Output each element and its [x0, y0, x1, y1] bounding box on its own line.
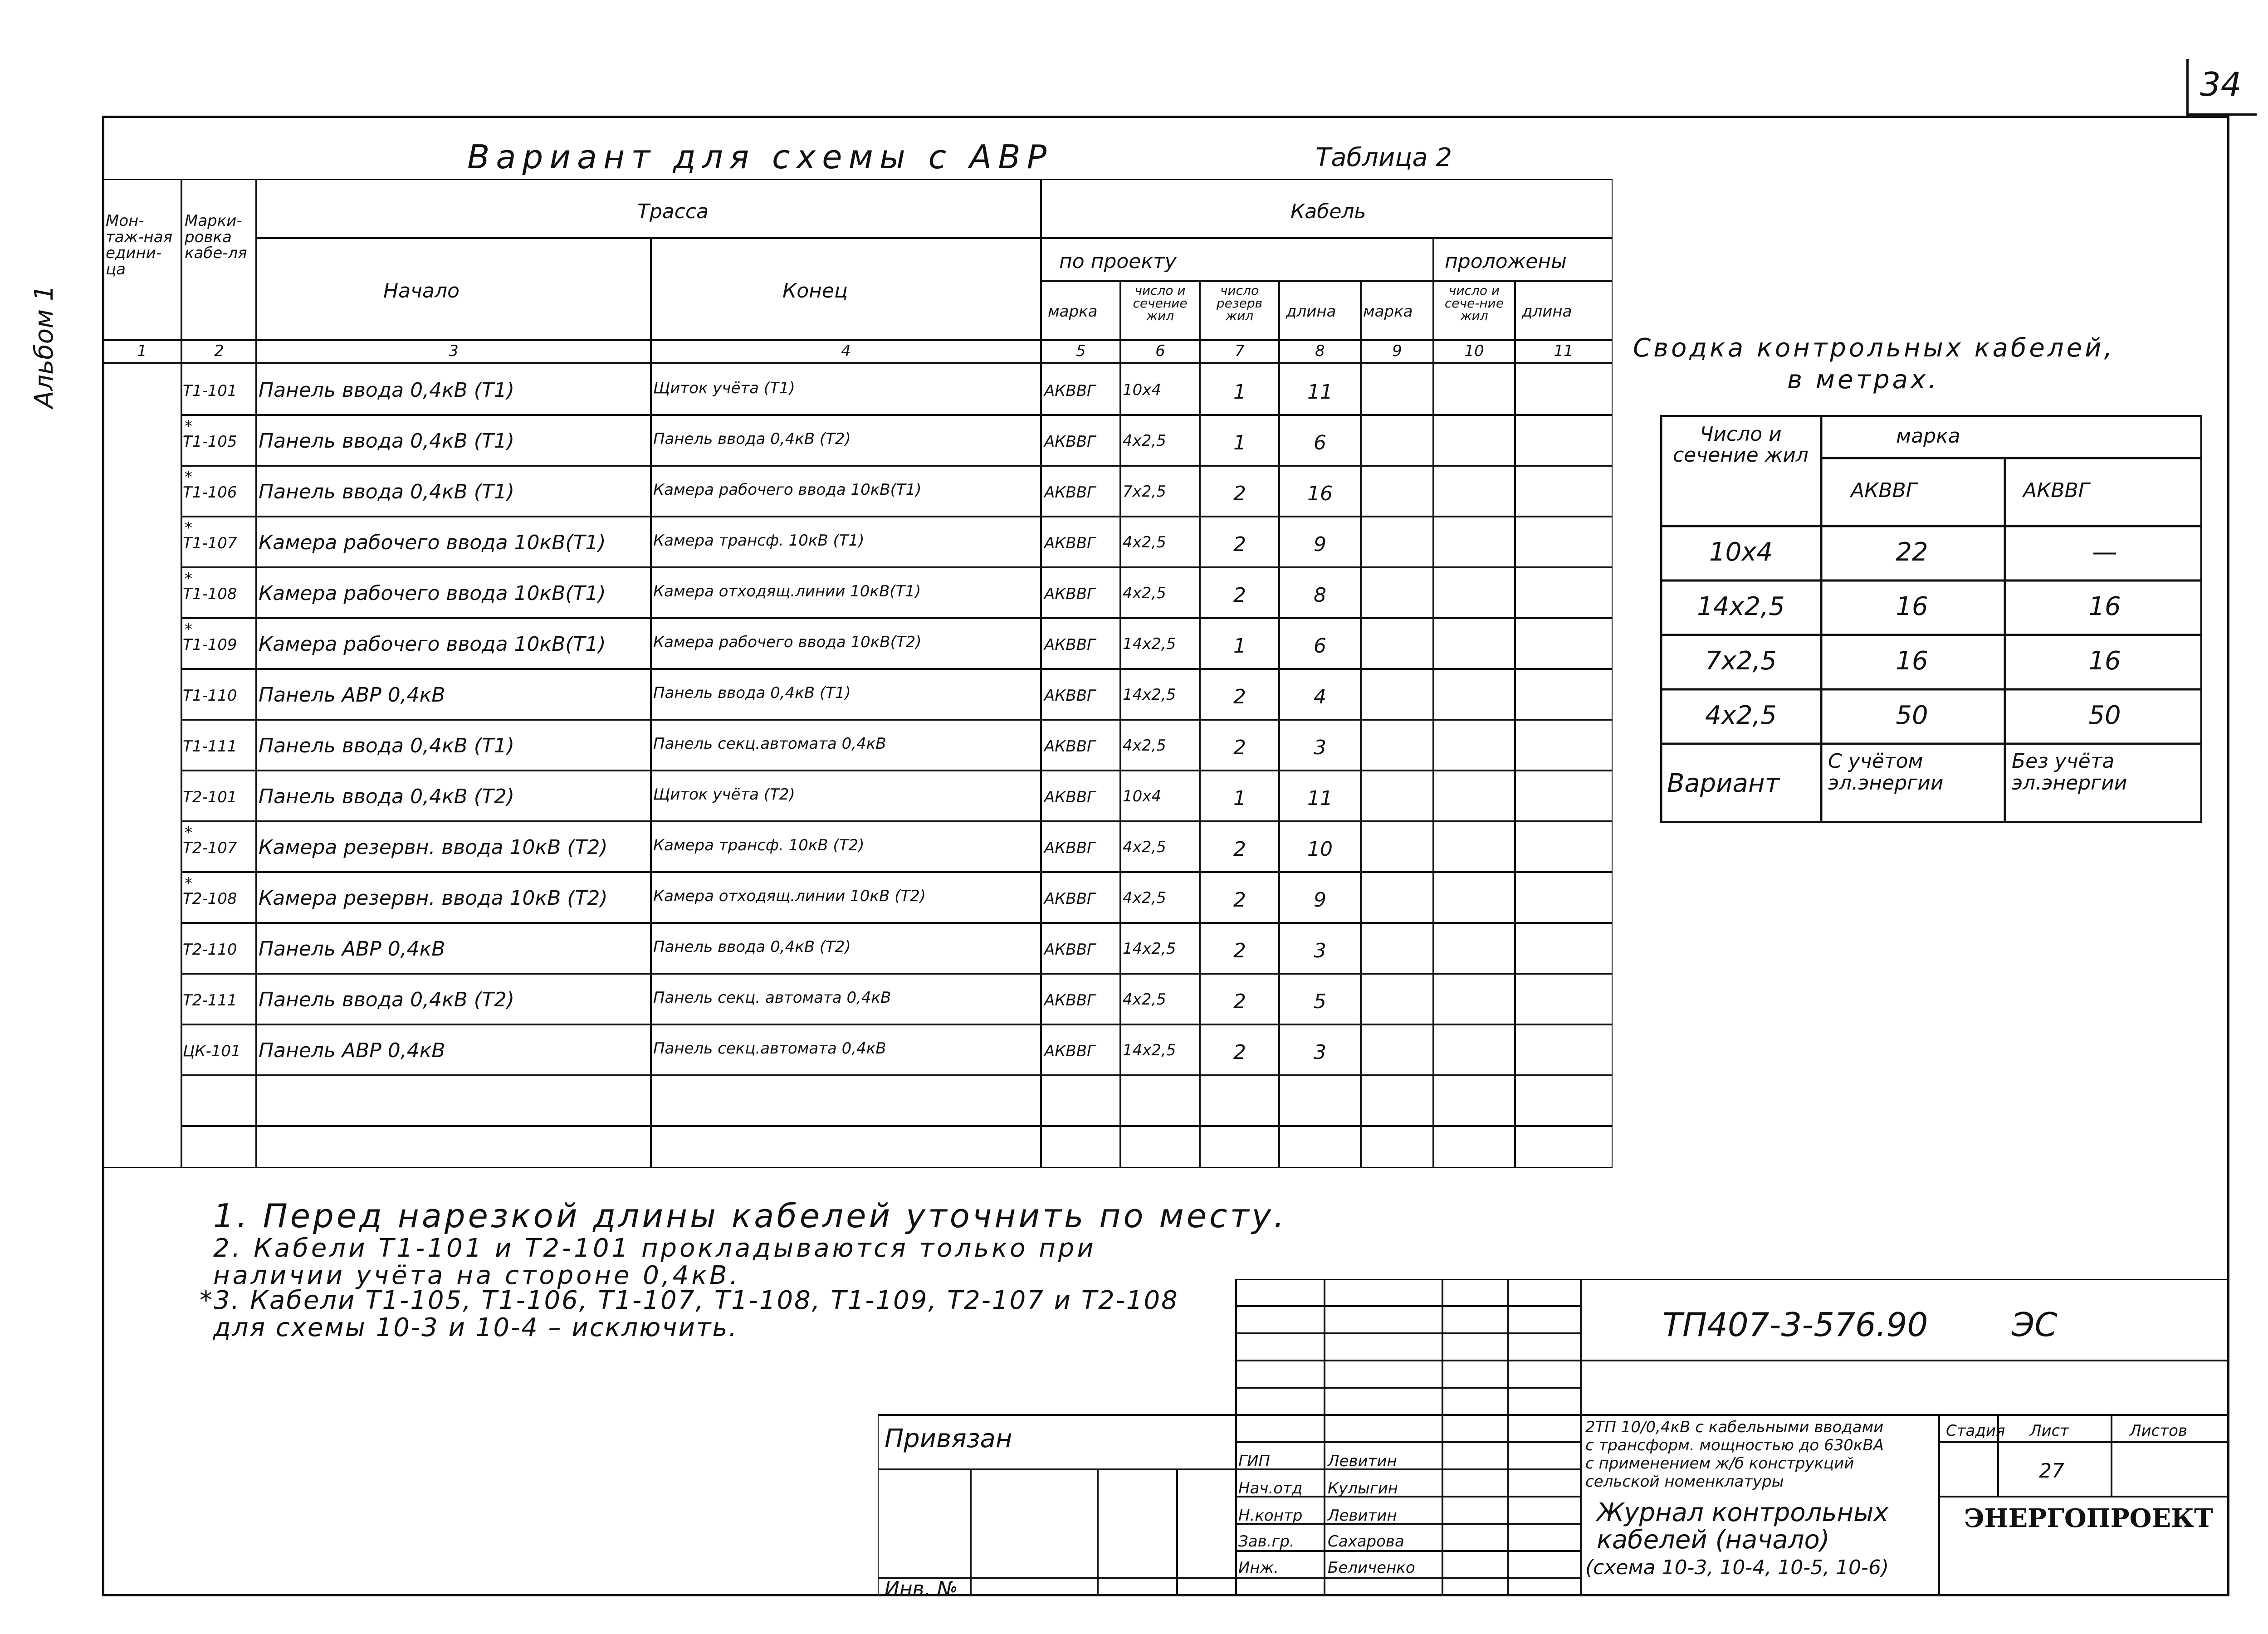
row-end: Панель секц. автомата 0,4кВ: [653, 989, 891, 1007]
row-end: Камера трансф. 10кВ (Т2): [653, 836, 865, 854]
row-length: 9: [1314, 533, 1326, 556]
row-brand: АКВВГ: [1044, 991, 1095, 1010]
header-cores2: число и сече-ние жил: [1444, 283, 1504, 323]
row-start: Панель ввода 0,4кВ (Т2): [259, 785, 515, 808]
row-end: Панель секц.автомата 0,4кВ: [653, 735, 886, 753]
row-brand: АКВВГ: [1044, 1042, 1095, 1060]
summary-value-b: —: [2092, 537, 2117, 567]
header-start: Начало: [383, 279, 460, 302]
col-num: 10: [1464, 342, 1484, 360]
header-cable: Кабель: [1290, 200, 1366, 223]
header-cores: число и сечение жил: [1133, 283, 1188, 323]
col-num: 3: [449, 342, 459, 360]
bound-label: Привязан: [885, 1424, 1012, 1454]
row-mark: Т2-108: [183, 890, 237, 908]
row-cores: 7х2,5: [1123, 483, 1166, 501]
col-num: 5: [1076, 342, 1086, 360]
header-marking: Марки-ровка кабе-ля: [185, 212, 247, 263]
row-start: Панель АВР 0,4кВ: [259, 937, 445, 961]
summary-value-a: 50: [1896, 701, 1928, 730]
summary-title-line1: Сводка контрольных кабелей,: [1633, 333, 2115, 363]
row-reserve: 1: [1233, 634, 1246, 658]
col-num: 4: [841, 342, 851, 360]
row-mark: Т1-106: [183, 483, 237, 502]
sheets-count: 27: [2039, 1459, 2064, 1483]
stamp-role: Н.контр: [1238, 1507, 1303, 1525]
row-brand: АКВВГ: [1044, 941, 1095, 959]
row-reserve: 2: [1233, 838, 1246, 861]
row-end: Панель секц.автомата 0,4кВ: [653, 1039, 886, 1058]
row-start: Панель ввода 0,4кВ (Т1): [259, 429, 515, 453]
row-start: Камера рабочего ввода 10кВ(Т1): [259, 531, 606, 554]
row-mark: Т1-109: [183, 636, 237, 654]
row-length: 6: [1314, 431, 1326, 454]
row-reserve: 2: [1233, 1041, 1246, 1064]
row-start: Панель ввода 0,4кВ (Т1): [259, 734, 515, 757]
project-desc-1: 2ТП 10/0,4кВ с кабельными вводами: [1585, 1418, 1884, 1436]
row-length: 6: [1314, 634, 1326, 658]
row-brand: АКВВГ: [1044, 483, 1095, 502]
header-length: длина: [1286, 302, 1336, 321]
summary-cores: 4х2,5: [1705, 701, 1777, 730]
row-cores: 14х2,5: [1123, 940, 1176, 958]
note-2b: наличии учёта на стороне 0,4кВ.: [213, 1261, 741, 1290]
header-reserve: число резерв жил: [1216, 283, 1263, 323]
summary-variant-label: Вариант: [1667, 769, 1780, 798]
header-end: Конец: [782, 279, 848, 302]
col-num: 8: [1315, 342, 1325, 360]
row-mark: Т2-111: [183, 991, 237, 1010]
col-num: 1: [137, 342, 147, 360]
header-length2: длина: [1522, 302, 1572, 321]
row-start: Камера рабочего ввода 10кВ(Т1): [259, 582, 606, 605]
main-table: [102, 179, 1613, 1168]
summary-title-line2: в метрах.: [1787, 365, 1939, 395]
row-mark: ЦК-101: [183, 1042, 241, 1060]
stage-label: Стадия: [1946, 1422, 2005, 1440]
title-block: [878, 1279, 2229, 1600]
row-end: Щиток учёта (Т1): [653, 379, 795, 397]
col-num: 9: [1392, 342, 1402, 360]
project-desc-4: сельской номенклатуры: [1585, 1473, 1784, 1491]
summary-value-a: 22: [1896, 537, 1928, 567]
row-mark: Т2-101: [183, 788, 237, 806]
row-length: 11: [1307, 380, 1333, 404]
project-desc-2: с трансформ. мощностью до 630кВА: [1585, 1436, 1884, 1454]
row-mark: Т1-110: [183, 687, 237, 705]
row-cores: 4х2,5: [1123, 889, 1166, 907]
col-num: 11: [1554, 342, 1574, 360]
row-start: Камера резервн. ввода 10кВ (Т2): [259, 887, 608, 910]
row-brand: АКВВГ: [1044, 636, 1095, 654]
row-star: *: [185, 519, 192, 537]
row-end: Щиток учёта (Т2): [653, 785, 795, 804]
row-start: Панель АВР 0,4кВ: [259, 683, 445, 707]
row-end: Камера рабочего ввода 10кВ(Т1): [653, 481, 922, 499]
stamp-name: Сахарова: [1328, 1532, 1404, 1551]
stamp-role: Инж.: [1238, 1559, 1279, 1577]
stamp-role: ГИП: [1238, 1452, 1270, 1470]
stamp-name: Левитин: [1328, 1452, 1397, 1470]
row-end: Камера трансф. 10кВ (Т1): [653, 532, 865, 550]
row-end: Панель ввода 0,4кВ (Т1): [653, 684, 851, 702]
summary-value-b: 50: [2088, 701, 2121, 730]
row-brand: АКВВГ: [1044, 890, 1095, 908]
row-mark: Т1-105: [183, 433, 237, 451]
row-cores: 10х4: [1123, 381, 1162, 399]
doc-type: ЭС: [2012, 1306, 2058, 1344]
summary-cores: 7х2,5: [1705, 646, 1777, 676]
doc-title-3: (схема 10-3, 10-4, 10-5, 10-6): [1585, 1556, 1889, 1579]
note-3: *3. Кабели Т1-105, Т1-106, Т1-107, Т1-108, Т1-109, Т2-107 и Т2-108: [200, 1286, 1179, 1315]
row-start: Камера резервн. ввода 10кВ (Т2): [259, 836, 608, 859]
row-start: Камера рабочего ввода 10кВ(Т1): [259, 633, 606, 656]
page-number: 34: [2200, 65, 2242, 103]
row-length: 9: [1314, 888, 1326, 912]
row-brand: АКВВГ: [1044, 737, 1095, 756]
inv-label: Инв. №: [885, 1577, 958, 1600]
row-end: Панель ввода 0,4кВ (Т2): [653, 938, 851, 956]
sheets-label: Листов: [2130, 1422, 2188, 1440]
summary-variant-b: Без учёта эл.энергии: [2012, 750, 2127, 795]
row-cores: 4х2,5: [1123, 432, 1166, 450]
summary-value-b: 16: [2088, 592, 2121, 621]
row-mark: Т1-111: [183, 737, 237, 756]
row-cores: 14х2,5: [1123, 635, 1176, 653]
row-mark: Т1-108: [183, 585, 237, 603]
row-cores: 4х2,5: [1123, 533, 1166, 551]
row-reserve: 2: [1233, 939, 1246, 962]
main-table-grid: [102, 179, 1613, 1168]
stamp-name: Кулыгин: [1328, 1479, 1398, 1497]
row-mark: Т2-107: [183, 839, 237, 857]
col-num: 6: [1155, 342, 1165, 360]
row-brand: АКВВГ: [1044, 839, 1095, 857]
row-reserve: 1: [1233, 787, 1246, 810]
stamp-role: Нач.отд: [1238, 1479, 1303, 1497]
row-cores: 4х2,5: [1123, 990, 1166, 1009]
row-star: *: [185, 824, 192, 842]
summary-header-brand: марка: [1896, 424, 1960, 448]
row-length: 3: [1314, 1041, 1326, 1064]
row-brand: АКВВГ: [1044, 433, 1095, 451]
row-length: 11: [1307, 787, 1333, 810]
row-length: 10: [1307, 838, 1333, 861]
stamp-name: Беличенко: [1328, 1559, 1415, 1577]
header-unit: Мон-таж-ная едини-ца: [106, 212, 173, 279]
row-brand: АКВВГ: [1044, 585, 1095, 603]
project-desc-3: с применением ж/б конструкций: [1585, 1454, 1854, 1473]
row-start: Панель ввода 0,4кВ (Т1): [259, 480, 515, 503]
header-route: Трасса: [637, 200, 709, 223]
row-star: *: [185, 417, 192, 435]
note-2: 2. Кабели Т1-101 и Т2-101 прокладываются только при: [213, 1234, 1096, 1263]
row-reserve: 2: [1233, 685, 1246, 708]
row-brand: АКВВГ: [1044, 687, 1095, 705]
row-length: 3: [1314, 736, 1326, 759]
row-reserve: 2: [1233, 888, 1246, 912]
row-end: Камера отходящ.линии 10кВ (Т2): [653, 887, 926, 905]
row-cores: 4х2,5: [1123, 737, 1166, 755]
doc-code: ТП407-3-576.90: [1662, 1306, 1928, 1344]
summary-cores: 14х2,5: [1697, 592, 1785, 621]
row-length: 4: [1314, 685, 1326, 708]
album-label: Альбом 1: [29, 285, 59, 408]
doc-title-1: Журнал контрольных: [1597, 1498, 1889, 1527]
row-length: 16: [1307, 482, 1333, 505]
row-star: *: [185, 620, 192, 639]
row-reserve: 2: [1233, 482, 1246, 505]
row-cores: 14х2,5: [1123, 686, 1176, 704]
row-star: *: [185, 468, 192, 486]
row-brand: АКВВГ: [1044, 788, 1095, 806]
row-cores: 10х4: [1123, 787, 1162, 805]
row-brand: АКВВГ: [1044, 382, 1095, 400]
col-num: 2: [214, 342, 224, 360]
row-reserve: 1: [1233, 431, 1246, 454]
note-3b: для схемы 10-3 и 10-4 – исключить.: [213, 1313, 738, 1342]
col-num: 7: [1235, 342, 1245, 360]
row-reserve: 2: [1233, 990, 1246, 1013]
note-1: 1. Перед нарезкой длины кабелей уточнить по месту.: [213, 1197, 1287, 1235]
header-brand: марка: [1048, 302, 1098, 321]
row-mark: Т2-110: [183, 941, 237, 959]
summary-cores: 10х4: [1709, 537, 1773, 567]
row-star: *: [185, 874, 192, 893]
row-reserve: 2: [1233, 584, 1246, 607]
row-end: Панель ввода 0,4кВ (Т2): [653, 430, 851, 448]
row-length: 8: [1314, 584, 1326, 607]
row-cores: 14х2,5: [1123, 1041, 1176, 1059]
summary-table: [1660, 415, 2202, 823]
row-reserve: 2: [1233, 533, 1246, 556]
table-title: Вариант для схемы с АВР: [467, 138, 1053, 176]
sheet-label: Лист: [2030, 1422, 2069, 1440]
stamp-name: Левитин: [1328, 1507, 1397, 1525]
summary-brand-b: АКВВГ: [2023, 479, 2090, 502]
header-by-project: по проекту: [1059, 250, 1177, 273]
row-mark: Т1-101: [183, 382, 237, 400]
row-mark: Т1-107: [183, 534, 237, 552]
header-laid: проложены: [1445, 250, 1567, 273]
summary-value-a: 16: [1896, 592, 1928, 621]
summary-header-cores: Число и сечение жил: [1672, 423, 1809, 467]
header-brand2: марка: [1363, 302, 1413, 321]
row-star: *: [185, 570, 192, 588]
summary-value-a: 16: [1896, 646, 1928, 676]
summary-brand-a: АКВВГ: [1851, 479, 1917, 502]
summary-value-b: 16: [2088, 646, 2121, 676]
row-end: Камера рабочего ввода 10кВ(Т2): [653, 633, 922, 651]
org-name: ЭНЕРГОПРОЕКТ: [1964, 1503, 2213, 1533]
row-cores: 4х2,5: [1123, 838, 1166, 856]
row-cores: 4х2,5: [1123, 584, 1166, 602]
doc-title-2: кабелей (начало): [1597, 1525, 1830, 1555]
row-start: Панель ввода 0,4кВ (Т1): [259, 379, 515, 402]
row-length: 5: [1314, 990, 1326, 1013]
summary-variant-a: С учётом эл.энергии: [1828, 750, 1944, 795]
table-label: Таблица 2: [1315, 143, 1452, 172]
row-brand: АКВВГ: [1044, 534, 1095, 552]
row-length: 3: [1314, 939, 1326, 962]
row-end: Камера отходящ.линии 10кВ(Т1): [653, 582, 921, 600]
row-reserve: 2: [1233, 736, 1246, 759]
stamp-role: Зав.гр.: [1238, 1532, 1295, 1551]
row-start: Панель АВР 0,4кВ: [259, 1039, 445, 1062]
row-reserve: 1: [1233, 380, 1246, 404]
row-start: Панель ввода 0,4кВ (Т2): [259, 988, 515, 1011]
